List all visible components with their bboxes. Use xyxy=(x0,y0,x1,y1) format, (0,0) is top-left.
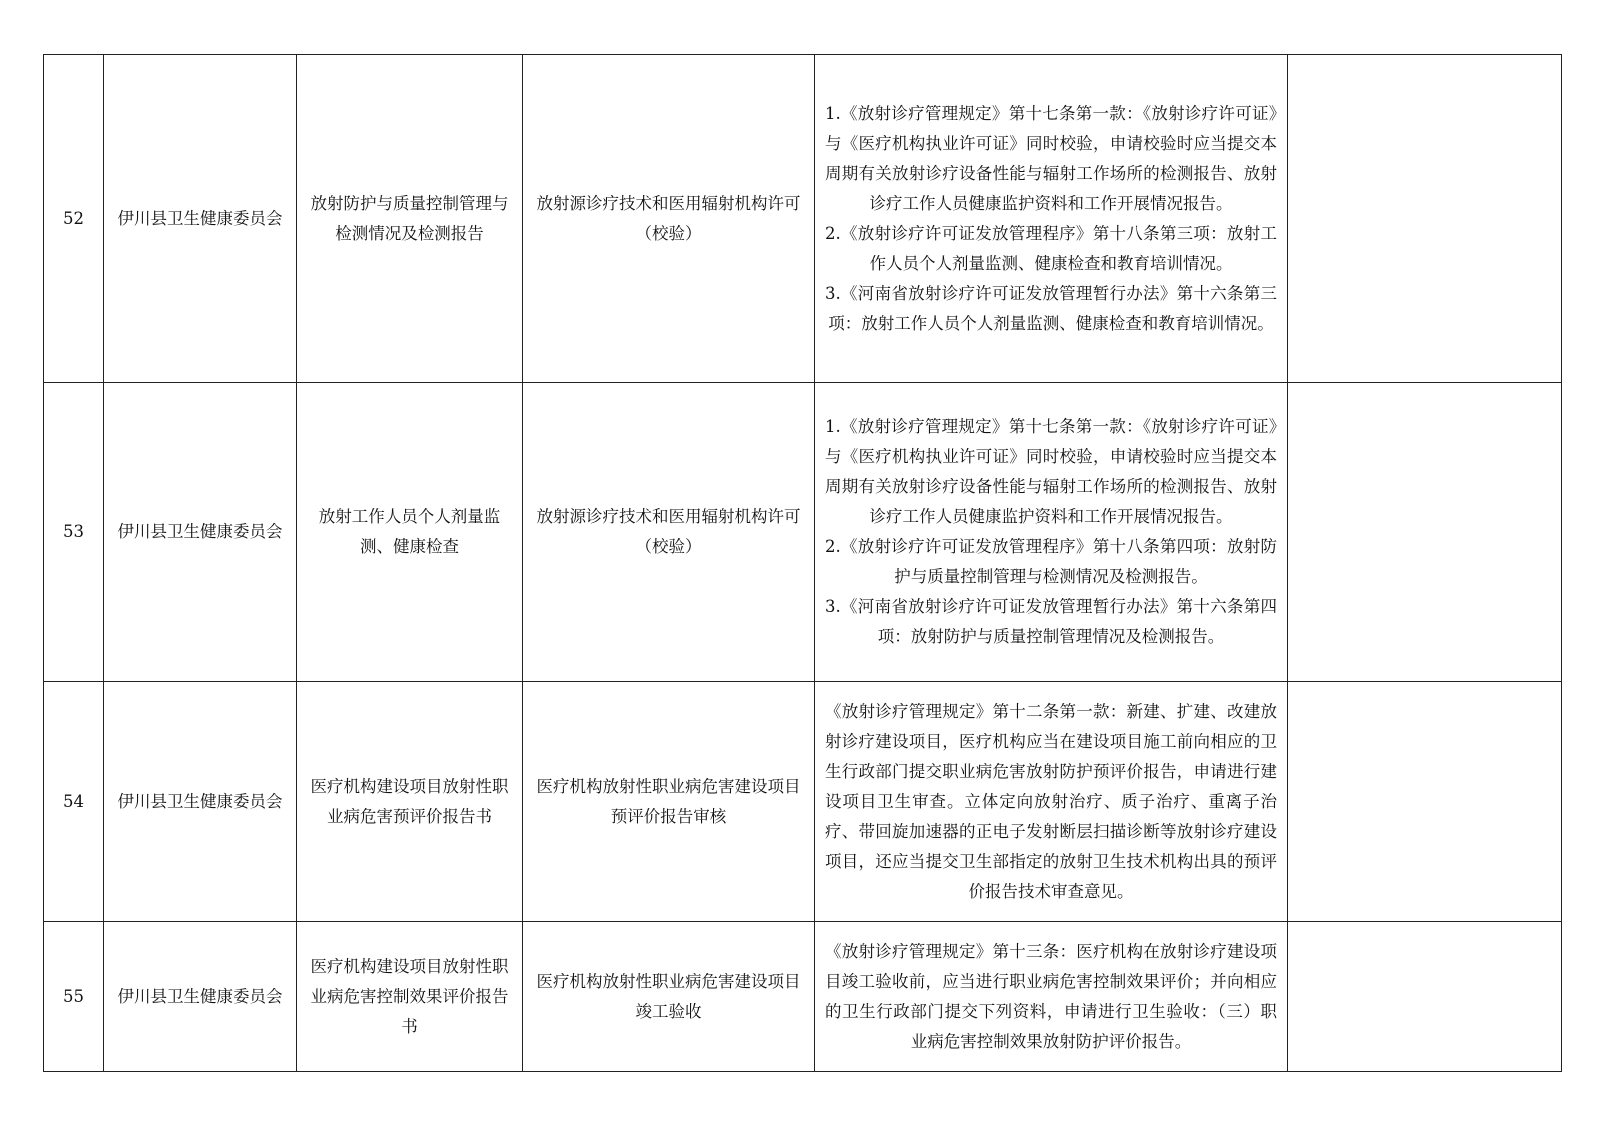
row-number: 52 xyxy=(44,55,104,383)
matter-cell: 放射源诊疗技术和医用辐射机构许可（校验） xyxy=(523,55,815,383)
matter-cell: 放射源诊疗技术和医用辐射机构许可（校验） xyxy=(523,383,815,682)
legal-basis-paragraph: 1.《放射诊疗管理规定》第十七条第一款：《放射诊疗许可证》与《医疗机构执业许可证》同时校验，申请校验时应当提交本周期有关放射诊疗设备性能与辐射工作场所的检测报告、放射诊疗工作人员健康监护资料和工作开展情况报告。 xyxy=(825,417,1277,526)
matter-table xyxy=(43,54,1562,1072)
legal-basis-paragraph: 2.《放射诊疗许可证发放管理程序》第十八条第三项：放射工作人员个人剂量监测、健康检查和教育培训情况。 xyxy=(825,223,1277,273)
legal-basis-paragraph: 2.《放射诊疗许可证发放管理程序》第十八条第四项：放射防护与质量控制管理与检测情况及检测报告。 xyxy=(825,537,1277,586)
material-cell: 医疗机构建设项目放射性职业病危害控制效果评价报告书 xyxy=(297,922,523,1072)
legal-basis-cell xyxy=(815,682,1288,922)
row-number: 55 xyxy=(44,922,104,1072)
matter-cell: 医疗机构放射性职业病危害建设项目竣工验收 xyxy=(523,922,815,1072)
table-row xyxy=(44,383,1562,682)
legal-basis-paragraph: 《放射诊疗管理规定》第十二条第一款：新建、扩建、改建放射诊疗建设项目，医疗机构应当在建设项目施工前向相应的卫生行政部门提交职业病危害放射防护预评价报告，申请进行建设项目卫生审查。立体定向放射治疗、质子治疗、重离子治疗、带回旋加速器的正电子发射断层扫描诊断等放射诊疗建设项目，还应当提交卫生部指定的放射卫生技术机构出具的预评价报告技术审查意见。 xyxy=(825,701,1277,901)
remarks-cell xyxy=(1288,55,1562,383)
remarks-cell xyxy=(1288,383,1562,682)
remarks-cell xyxy=(1288,922,1562,1072)
legal-basis-paragraph: 《放射诊疗管理规定》第十三条：医疗机构在放射诊疗建设项目竣工验收前，应当进行职业病危害控制效果评价；并向相应的卫生行政部门提交下列资料，申请进行卫生验收：（三）职业病危害控制效果放射防护评价报告。 xyxy=(825,941,1277,1051)
department-cell: 伊川县卫生健康委员会 xyxy=(104,922,297,1072)
table-row xyxy=(44,682,1562,922)
legal-basis-cell xyxy=(815,55,1288,383)
matter-cell: 医疗机构放射性职业病危害建设项目预评价报告审核 xyxy=(523,682,815,922)
row-number: 53 xyxy=(44,383,104,682)
legal-basis-paragraph: 1.《放射诊疗管理规定》第十七条第一款：《放射诊疗许可证》与《医疗机构执业许可证》同时校验，申请校验时应当提交本周期有关放射诊疗设备性能与辐射工作场所的检测报告、放射诊疗工作人员健康监护资料和工作开展情况报告。 xyxy=(825,103,1277,213)
table-row xyxy=(44,55,1562,383)
material-cell: 放射防护与质量控制管理与检测情况及检测报告 xyxy=(297,55,523,383)
department-cell: 伊川县卫生健康委员会 xyxy=(104,383,297,682)
legal-basis-paragraph: 3.《河南省放射诊疗许可证发放管理暂行办法》第十六条第四项：放射防护与质量控制管理情况及检测报告。 xyxy=(825,597,1277,646)
legal-basis-cell xyxy=(815,922,1288,1072)
material-cell: 医疗机构建设项目放射性职业病危害预评价报告书 xyxy=(297,682,523,922)
legal-basis-cell xyxy=(815,383,1288,682)
table-row xyxy=(44,922,1562,1072)
legal-basis-paragraph: 3.《河南省放射诊疗许可证发放管理暂行办法》第十六条第三项：放射工作人员个人剂量监测、健康检查和教育培训情况。 xyxy=(825,283,1277,333)
department-cell: 伊川县卫生健康委员会 xyxy=(104,682,297,922)
remarks-cell xyxy=(1288,682,1562,922)
row-number: 54 xyxy=(44,682,104,922)
department-cell: 伊川县卫生健康委员会 xyxy=(104,55,297,383)
material-cell: 放射工作人员个人剂量监测、健康检查 xyxy=(297,383,523,682)
